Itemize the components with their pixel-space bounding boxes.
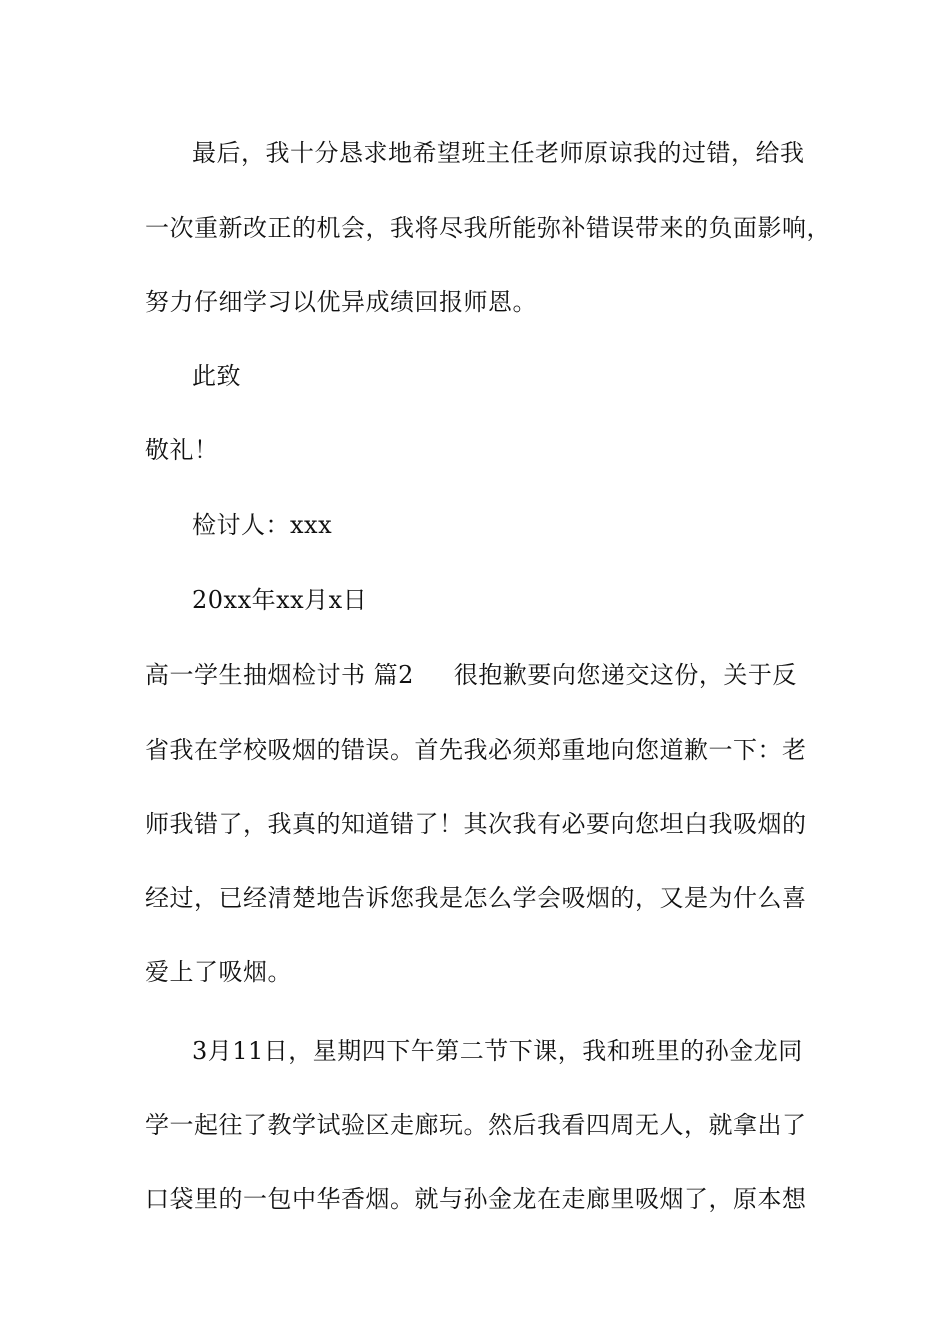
paragraph-line: 最后，我十分恳求地希望班主任老师原谅我的过错，给我 bbox=[192, 139, 805, 167]
author-signature: 检讨人：xxx bbox=[192, 511, 333, 539]
paragraph-line: 经过，已经清楚地告诉您我是怎么学会吸烟的，又是为什么喜 bbox=[145, 884, 807, 912]
paragraph-line: 学一起往了教学试验区走廊玩。然后我看四周无人，就拿出了 bbox=[145, 1111, 807, 1139]
date: 20xx年xx月x日 bbox=[192, 586, 368, 614]
paragraph-line: 3月11日，星期四下午第二节下课，我和班里的孙金龙同 bbox=[192, 1037, 803, 1065]
paragraph-text: 很抱歉要向您递交这份，关于反 bbox=[453, 661, 797, 689]
paragraph-line: 口袋里的一包中华香烟。就与孙金龙在走廊里吸烟了，原本想 bbox=[145, 1185, 807, 1213]
paragraph-line: 爱上了吸烟。 bbox=[145, 958, 292, 986]
section-title-line bbox=[145, 660, 797, 690]
paragraph-line: 省我在学校吸烟的错误。首先我必须郑重地向您道歉一下：老 bbox=[145, 736, 807, 764]
paragraph-line: 一次重新改正的机会，我将尽我所能弥补错误带来的负面影响， bbox=[145, 214, 831, 242]
paragraph-line: 努力仔细学习以优异成绩回报师恩。 bbox=[145, 288, 537, 316]
closing: 敬礼！ bbox=[145, 436, 219, 464]
section-title: 高一学生抽烟检讨书 篇2 bbox=[145, 661, 414, 689]
salutation: 此致 bbox=[192, 362, 241, 390]
paragraph-line: 师我错了，我真的知道错了！其次我有必要向您坦白我吸烟的 bbox=[145, 810, 807, 838]
